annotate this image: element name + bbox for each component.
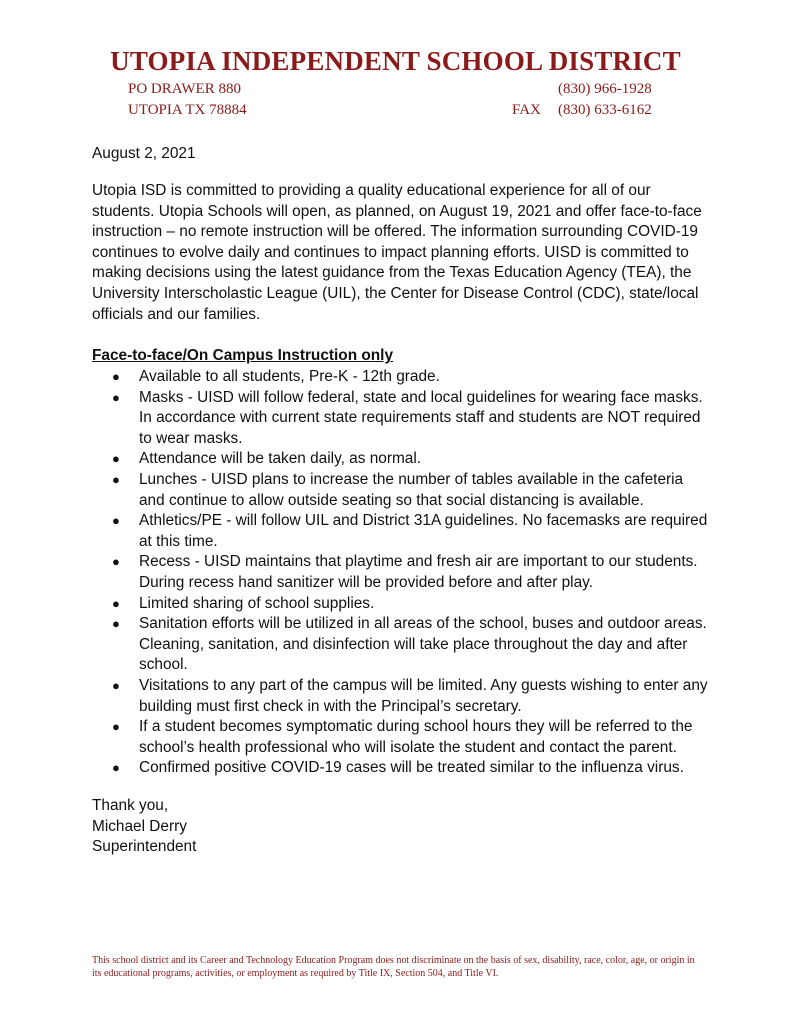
section-heading: Face-to-face/On Campus Instruction only xyxy=(92,347,394,364)
signer-name: Michael Derry xyxy=(92,817,187,835)
bullet-icon: ● xyxy=(112,595,120,611)
bullet-icon: ● xyxy=(112,451,120,467)
bullet-icon: ● xyxy=(112,369,120,384)
list-item: ● Available to all students, Pre-K - 12th grade. xyxy=(92,367,712,388)
signer-title: Superintendent xyxy=(92,838,197,856)
list-item: ● Confirmed positive COVID-19 cases will be treated similar to the influenza virus. xyxy=(92,758,712,779)
list-item: ● Visitations to any part of the campus will be limited. Any guests wishing to enter any building must first check in with the Principal’s secretary. xyxy=(112,676,708,715)
bullet-icon: ● xyxy=(112,513,120,529)
intro-paragraph: Utopia ISD is committed to providing a quality educational experience for all of our students. Utopia Schools will open, as planned, on August 19, 2021 and offer face-to-face instruction – no remote instruction will be offered. The information surrounding COVID-19 continues to evolve daily and continues to impact planning efforts. UISD is committed to making decisions using the latest guidance from the Texas Education Agency (TEA), the University Interscholastic League (UIL), the Center for Disease Control (CDC), state/local officials and our families. xyxy=(92,182,702,323)
policy-list xyxy=(92,367,712,779)
list-item: ● Athletics/PE - will follow UIL and District 31A guidelines. No facemasks are required at this time. xyxy=(112,512,708,550)
bullet-icon: ● xyxy=(112,389,120,405)
nondiscrimination-footer: This school district and its Career and Technology Education Program does not discriminate on the basis of sex, disability, race, color, age, or origin in its educational programs, activities, or employment as required by Title IX, Section 504, and Title VI. xyxy=(92,955,695,979)
address-line-2: UTOPIA TX 78884 xyxy=(128,102,247,118)
address-line-1: PO DRAWER 880 xyxy=(128,81,241,97)
salutation: Thank you, xyxy=(92,797,169,814)
bullet-icon: ● xyxy=(112,677,120,693)
list-item: ● Recess - UISD maintains that playtime and fresh air are important to our students. During recess hand sanitizer will be provided before and after play. xyxy=(112,553,698,591)
bullet-icon: ● xyxy=(112,719,120,735)
bullet-icon: ● xyxy=(112,554,120,570)
bullet-icon: ● xyxy=(112,760,120,776)
bullet-icon: ● xyxy=(112,471,120,487)
list-item: ● Attendance will be taken daily, as normal. xyxy=(92,449,712,470)
list-item: ● Masks - UISD will follow federal, state and local guidelines for wearing face masks. In accordance with current state requirements staff and students are NOT required to wear masks. xyxy=(112,388,703,447)
phone-number: (830) 966-1928 xyxy=(558,81,652,97)
list-item: ● Sanitation efforts will be utilized in all areas of the school, buses and outdoor areas. Cleaning, sanitation, and disinfection will take place throughout the day and after school. xyxy=(112,615,707,674)
closing-block xyxy=(92,796,712,858)
list-item: ● Limited sharing of school supplies. xyxy=(92,594,712,615)
list-item: ● Lunches - UISD plans to increase the number of tables available in the cafeteria and continue to allow outside seating so that social distancing is available. xyxy=(112,470,684,509)
letter-date: August 2, 2021 xyxy=(92,145,196,162)
list-item: ● If a student becomes symptomatic during school hours they will be referred to the school’s health professional who will isolate the student and contact the parent. xyxy=(112,718,693,756)
fax-label: FAX xyxy=(512,102,541,118)
district-name: UTOPIA INDEPENDENT SCHOOL DISTRICT xyxy=(110,46,681,76)
fax-number: (830) 633-6162 xyxy=(558,102,652,118)
bullet-icon: ● xyxy=(112,616,120,632)
